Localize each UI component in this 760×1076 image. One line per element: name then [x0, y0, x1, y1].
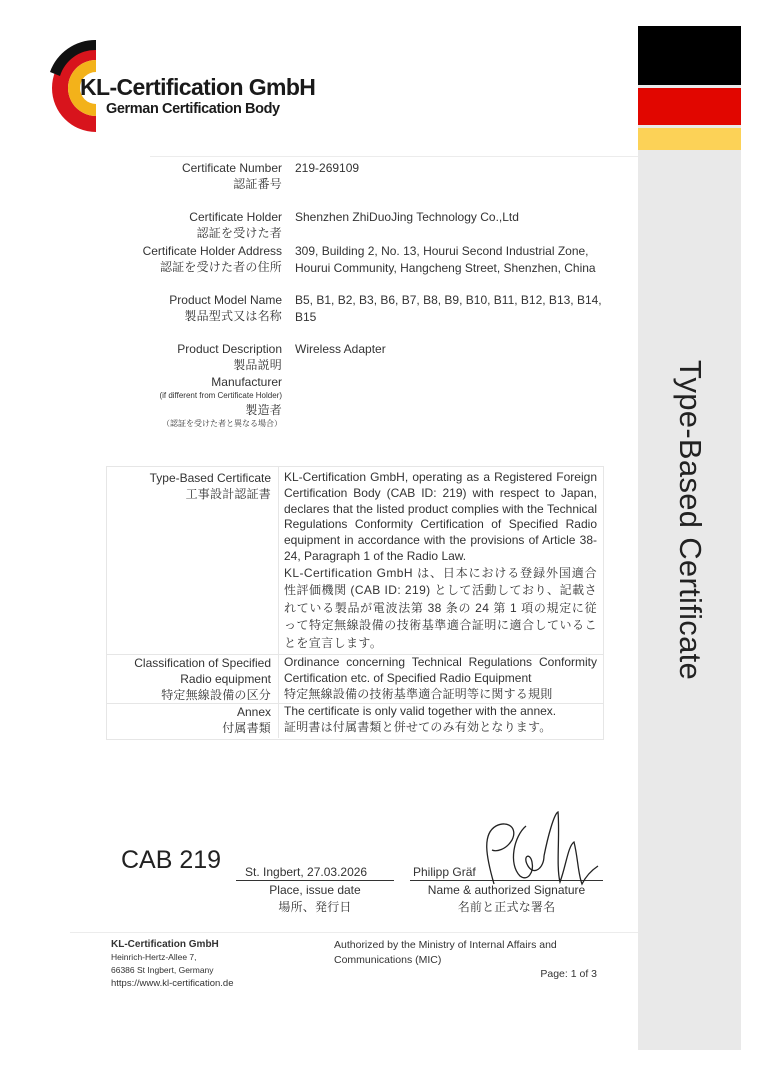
footer-authorization: Authorized by the Ministry of Internal Affairs and Communications (MIC) [334, 939, 557, 966]
holder-address-value: 309, Building 2, No. 13, Hourui Second Industrial Zone, Hourui Community, Hangcheng Street, Shenzhen, China [295, 244, 596, 275]
table-column-divider [278, 466, 279, 738]
signer-label: Name & authorized Signature 名前と正式な署名 [427, 883, 586, 914]
holder-address-label: Certificate Holder Address 認証を受けた者の住所 [142, 244, 282, 274]
cert-number-value: 219-269109 [295, 161, 360, 175]
place-date: St. Ingbert, 27.03.2026 [245, 865, 368, 879]
cab-id: CAB 219 [121, 846, 222, 874]
classification-text: Ordinance concerning Technical Regulations Conformity Certification etc. of Specified Radio Equipment 特定無線設備の技術基準適合証明等に関する規則 [284, 655, 597, 701]
place-label: Place, issue date 場所、発行日 [269, 883, 361, 914]
logo-tagline: German Certification Body [106, 101, 280, 117]
model-value: B5, B1, B2, B3, B6, B7, B8, B9, B10, B11, B12, B13, B14, B15 [295, 293, 602, 324]
place-date-line [236, 880, 394, 881]
classification-label: Classification of Specified Radio equipment 特定無線設備の区分 [134, 656, 271, 702]
cert-number-label: Certificate Number 認証番号 [181, 161, 282, 191]
type-based-text: KL-Certification GmbH, operating as a Registered Foreign Certification Body (CAB ID: 219) with respect to Japan, declares that the listed product complies with the Technical Regulations Conformity Certification of Specified Radio equipment in accordance with the provisions of Article 38-24, Paragraph 1 of the Radio Law. KL-Certification GmbH は、日本における登録外国適合性評価機関 (CAB ID: 219) として活動しており、記載されている製品が電波法第 38 条の 24 第 1 項の規定に従って特定無線設備の技術基準適合証明に適合していることを宣言します。 [284, 470, 597, 650]
model-label: Product Model Name 製品型式又は名称 [169, 293, 282, 323]
flag-stripe-red [638, 88, 741, 125]
holder-label: Certificate Holder 認証を受けた者 [189, 210, 282, 240]
type-based-label: Type-Based Certificate 工事設計認証書 [149, 471, 271, 501]
signer-name: Philipp Gräf [413, 865, 476, 879]
description-value: Wireless Adapter [295, 342, 386, 356]
annex-text: The certificate is only valid together with the annex. 証明書は付属書類と併せてのみ有効となります。 [284, 704, 557, 734]
header-divider [150, 156, 638, 157]
manufacturer-label: Manufacturer (if different from Certificate Holder) 製造者 （認証を受けた者と異なる場合） [159, 375, 282, 428]
description-label: Product Description 製品説明 [177, 342, 282, 372]
side-title: Type-Based Certificate [673, 359, 708, 681]
page-number: Page: 1 of 3 [540, 968, 597, 980]
flag-stripe-black [638, 26, 741, 85]
handwritten-signature-icon [474, 806, 604, 906]
footer-address: KL-Certification GmbH Heinrich-Hertz-Allee 7, 66386 St Ingbert, Germany https://www.kl-certification.de [111, 939, 234, 989]
flag-stripe-gold [638, 128, 741, 150]
holder-value: Shenzhen ZhiDuoJing Technology Co.,Ltd [295, 210, 519, 224]
footer-divider [70, 932, 638, 933]
annex-label: Annex 付属書類 [222, 705, 271, 735]
logo-name: KL-Certification GmbH [80, 74, 316, 100]
